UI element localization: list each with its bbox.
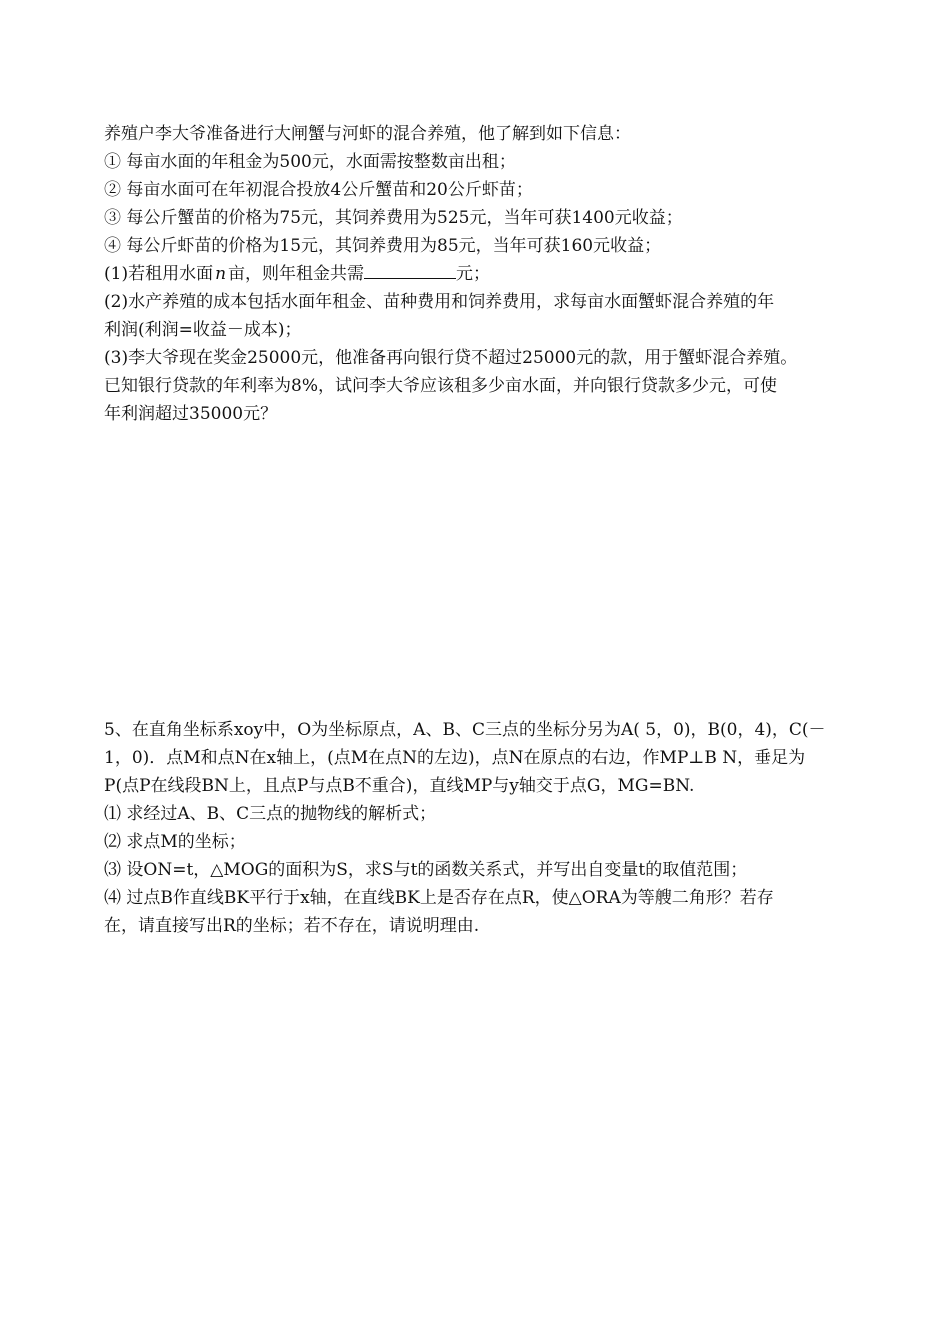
problem-5 [104, 716, 864, 940]
variable-n: n [215, 264, 227, 284]
question-1-suffix: 元； [456, 264, 491, 284]
answer-blank [364, 262, 456, 279]
sub-question-4-line-1: ⑷ 过点B作直线BK平行于x轴，在直线BK上是否存在点R，使△ORA为等艘二角形？若存 [104, 888, 774, 908]
question-1 [104, 260, 864, 288]
question-1-prefix: (1)若租用水面 [104, 264, 214, 284]
question-2-line-2: 利润(利润=收益－成本)； [104, 320, 302, 340]
info-item-2: ② 每亩水面可在年初混合投放4公斤蟹苗和20公斤虾苗； [104, 180, 533, 200]
problem-5-line-1: 5、在直角坐标系xoy中，O为坐标原点，A、B、C三点的坐标分另为A( 5，0)，B(0，4)，C(－ [104, 720, 826, 740]
problem-4 [104, 120, 864, 428]
question-3-line-3: 年利润超过35000元？ [104, 404, 278, 424]
info-item-4: ④ 每公斤虾苗的价格为15元，其饲养费用为85元，当年可获160元收益； [104, 236, 662, 256]
sub-question-3: ⑶ 设ON=t，△MOG的面积为S，求S与t的函数关系式，并写出自变量t的取值范围； [104, 860, 748, 880]
question-2-line-1: (2)水产养殖的成本包括水面年租金、苗种费用和饲养费用，求每亩水面蟹虾混合养殖的年 [104, 292, 775, 312]
problem-5-line-2: 1，0)．点M和点N在x轴上，(点M在点N的左边)，点N在原点的右边，作MP⊥B N，垂足为 [104, 748, 806, 768]
sub-question-2: ⑵ 求点M的坐标； [104, 832, 246, 852]
info-item-1: ① 每亩水面的年租金为500元，水面需按整数亩出租； [104, 152, 516, 172]
problem-4-intro: 养殖户李大爷准备进行大闸蟹与河虾的混合养殖，他了解到如下信息： [104, 124, 631, 144]
question-1-mid: 亩，则年租金共需 [228, 264, 365, 284]
sub-question-4-line-2: 在，请直接写出R的坐标；若不存在，请说明理由. [104, 916, 480, 936]
question-3-line-1: (3)李大爷现在奖金25000元，他准备再向银行贷不超过25000元的款，用于蟹虾混合养殖。 [104, 348, 798, 368]
question-3-line-2: 已知银行贷款的年利率为8%，试问李大爷应该租多少亩水面，并向银行贷款多少元，可使 [104, 376, 777, 396]
info-item-3: ③ 每公斤蟹苗的价格为75元，其饲养费用为525元，当年可获1400元收益； [104, 208, 683, 228]
problem-5-line-3: P(点P在线段BN上，且点P与点B不重合)，直线MP与y轴交于点G，MG=BN. [104, 776, 695, 796]
sub-question-1: ⑴ 求经过A、B、C三点的抛物线的解析式； [104, 804, 437, 824]
